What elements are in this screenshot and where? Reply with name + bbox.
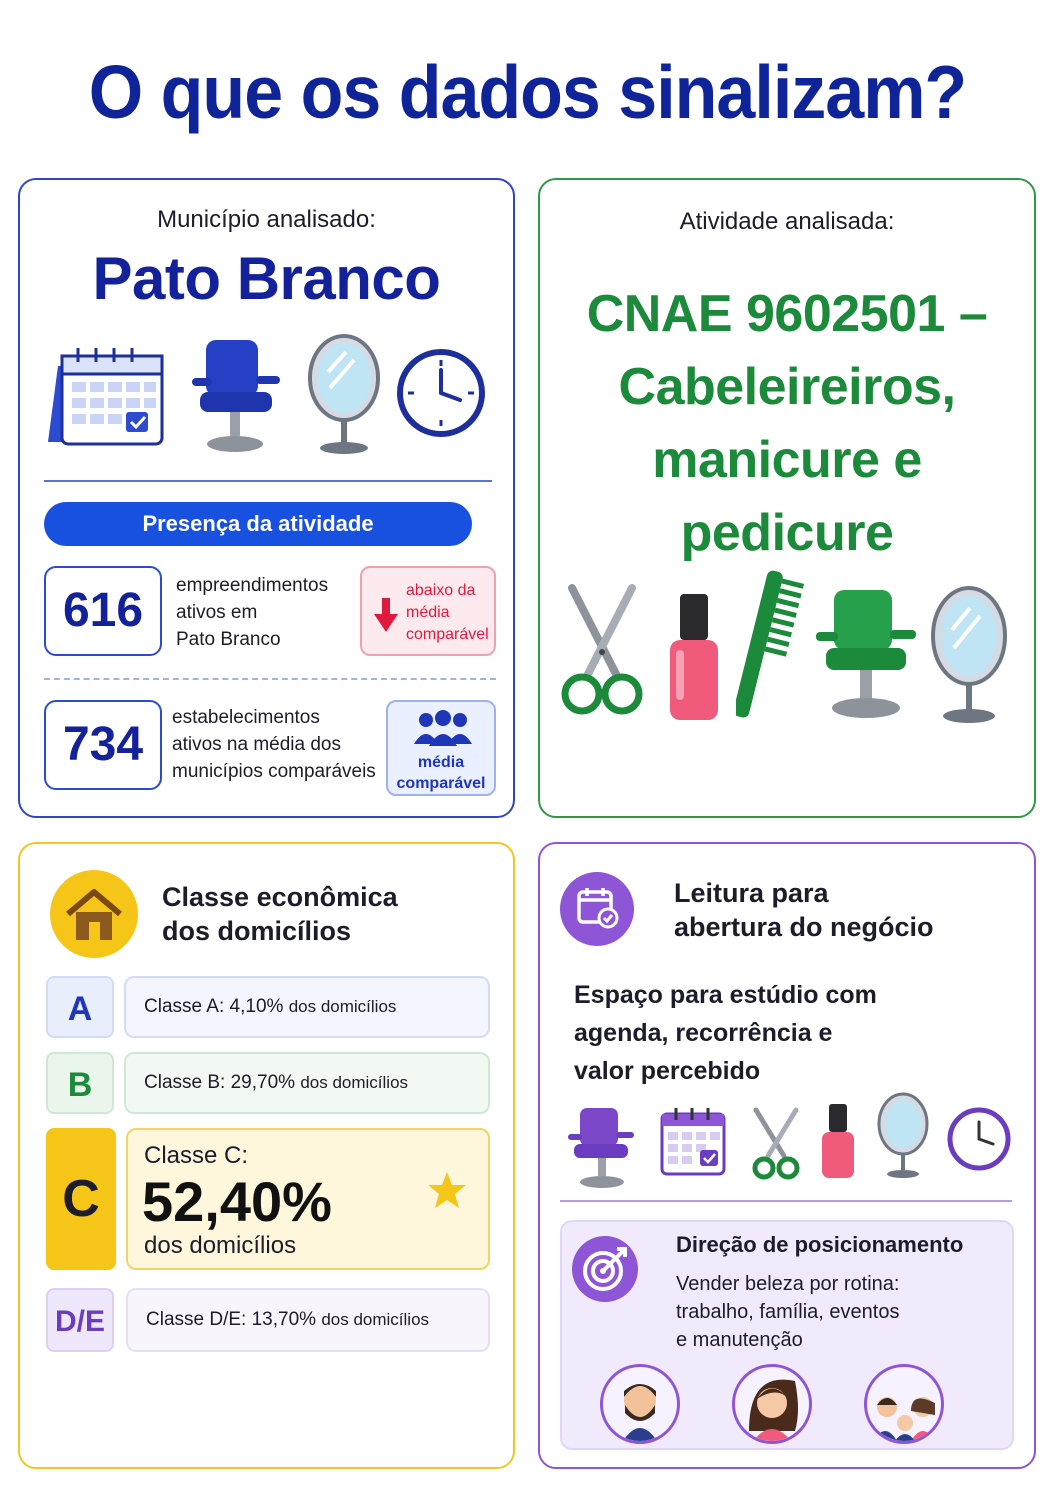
- comb-icon: [736, 566, 804, 726]
- class-c-value: 52,40%: [142, 1170, 332, 1233]
- atividade-label: Atividade analisada:: [679, 208, 895, 235]
- average-badge: média comparável: [386, 700, 496, 796]
- stat-616-text: empreendimentos ativos em Pato Branco: [176, 575, 329, 650]
- salon-chair-icon: [814, 586, 920, 726]
- divider: [560, 1200, 1012, 1202]
- divider: [44, 480, 492, 482]
- below-average-badge: abaixo da média comparável: [360, 566, 496, 656]
- scissors-icon: [748, 1106, 804, 1180]
- stat-734-text: estabelecimentos ativos na média dos municípios comparáveis: [172, 707, 376, 782]
- target-icon: [572, 1236, 638, 1302]
- calendar-check-icon: [560, 872, 634, 946]
- municipio-label: Município analisado:: [157, 206, 376, 233]
- class-a-tag: A: [46, 976, 114, 1038]
- calendar-icon: [44, 338, 168, 450]
- classe-card: [18, 842, 515, 1469]
- woman-avatar-icon: [732, 1364, 812, 1444]
- scissors-icon: [558, 582, 646, 720]
- class-de-row: Classe D/E: 13,70% dos domicílios: [126, 1288, 490, 1352]
- arrow-down-icon: [372, 598, 400, 634]
- stat-734-value: 734: [44, 700, 162, 790]
- class-b-row: Classe B: 29,70% dos domicílios: [124, 1052, 490, 1114]
- star-icon: [426, 1170, 468, 1210]
- cnae-title: CNAE 9602501 – Cabeleireiros, manicure e pedicure: [586, 285, 988, 562]
- page-title: O que os dados sinalizam?: [88, 49, 967, 135]
- class-de-tag: D/E: [46, 1288, 114, 1352]
- class-b-tag: B: [46, 1052, 114, 1114]
- clock-icon: [396, 348, 486, 438]
- class-a-row: Classe A: 4,10% dos domicílios: [124, 976, 490, 1038]
- presence-pill: Presença da atividade: [44, 502, 472, 546]
- municipio-name: Pato Branco: [92, 245, 441, 312]
- atividade-card: [538, 178, 1036, 818]
- leitura-heading: Leitura para abertura do negócio: [674, 878, 934, 942]
- salon-chair-icon: [568, 1106, 636, 1190]
- nail-polish-icon: [666, 590, 722, 724]
- class-c-row: [126, 1128, 490, 1270]
- mirror-icon: [304, 332, 384, 456]
- mirror-icon: [928, 584, 1010, 728]
- class-c-tag: C: [46, 1128, 116, 1270]
- calendar-icon: [658, 1106, 728, 1178]
- house-icon: [50, 870, 138, 958]
- salon-chair-icon: [186, 336, 286, 460]
- clock-icon: [946, 1106, 1012, 1172]
- direction-title: Direção de posicionamento: [676, 1232, 964, 1257]
- mirror-icon: [876, 1092, 930, 1180]
- class-c-label: Classe C:: [144, 1142, 249, 1169]
- family-avatar-icon: [864, 1364, 944, 1444]
- classe-heading: Classe econômica dos domicílios: [162, 882, 398, 946]
- leitura-card: [538, 842, 1036, 1469]
- municipio-card: [18, 178, 515, 818]
- people-group-icon: [412, 710, 474, 748]
- leitura-body: Espaço para estúdio com agenda, recorrência e valor percebido: [574, 981, 877, 1085]
- nail-polish-icon: [818, 1102, 858, 1182]
- direction-text: Vender beleza por rotina: trabalho, família, eventos e manutenção: [676, 1273, 900, 1351]
- class-c-suffix: dos domicílios: [144, 1232, 297, 1259]
- dotted-divider: [44, 678, 496, 680]
- stat-616-value: 616: [44, 566, 162, 656]
- man-avatar-icon: [600, 1364, 680, 1444]
- direction-box: [560, 1220, 1014, 1450]
